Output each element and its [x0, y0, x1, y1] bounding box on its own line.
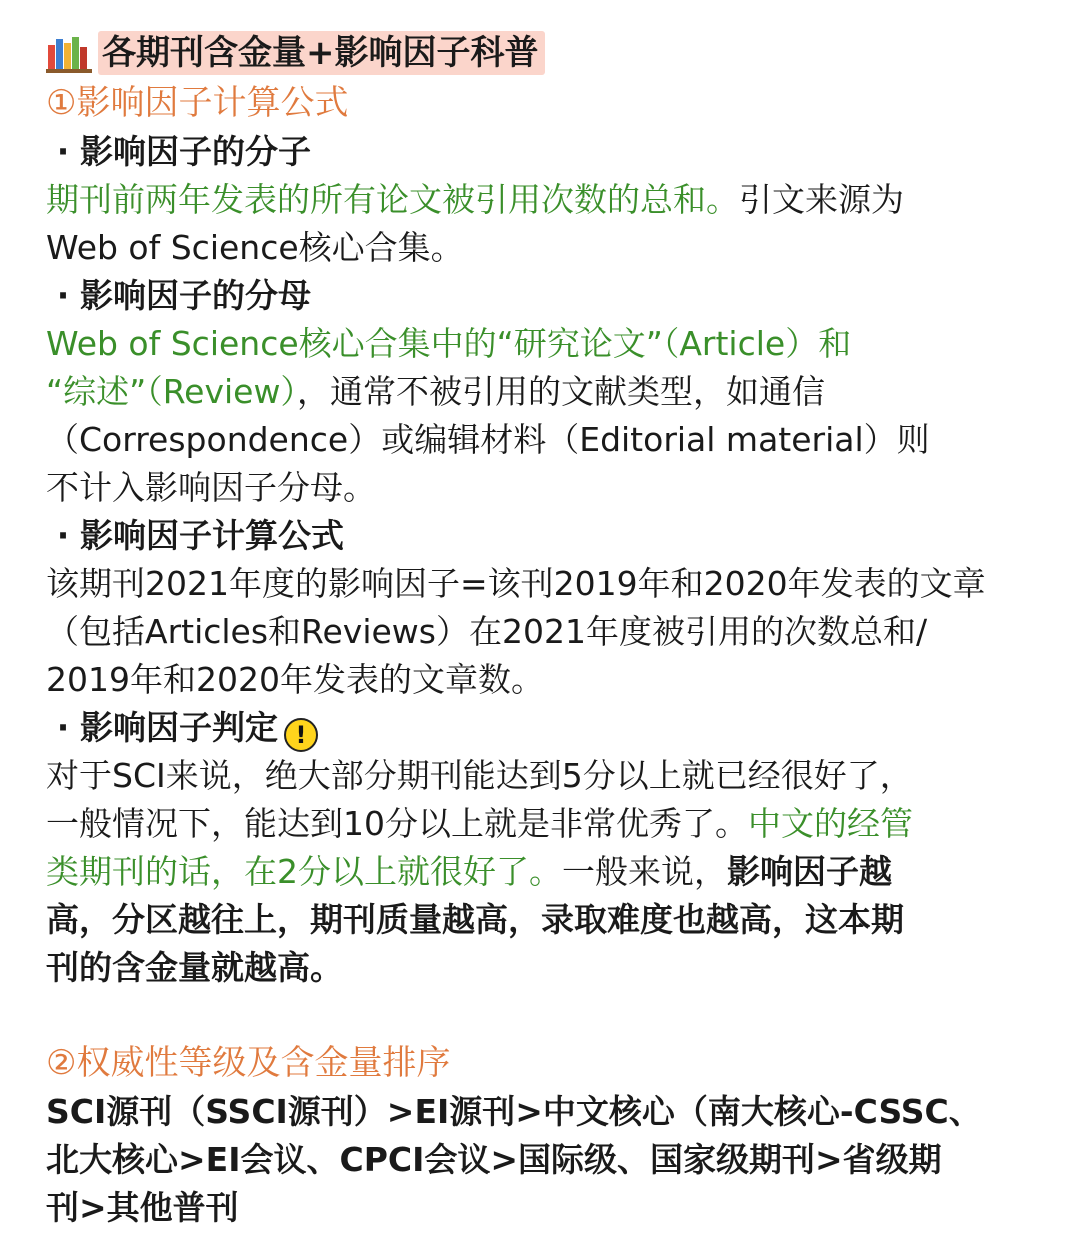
subheading-judgement	[46, 704, 1061, 752]
subheading-text: 影响因子计算公式	[80, 516, 344, 555]
books-icon	[46, 33, 92, 73]
bullet: ·	[56, 708, 70, 747]
denominator-line-4: 不计入影响因子分母。	[46, 468, 376, 507]
subheading-text: 影响因子的分子	[80, 132, 311, 171]
formula-line-1: 该期刊2021年度的影响因子=该刊2019年和2020年发表的文章	[46, 564, 986, 603]
numerator-source-text-2: Web of Science核心合集。	[46, 228, 464, 267]
section-heading-ranking: ②权威性等级及含金量排序	[46, 1043, 451, 1083]
ranking-line-1: SCI源刊（SSCI源刊）>EI源刊>中文核心（南大核心-CSSC、	[46, 1092, 982, 1131]
exclamation-icon: !	[284, 718, 318, 752]
numerator-source-text: 引文来源为	[739, 180, 904, 219]
formula-line-3: 2019年和2020年发表的文章数。	[46, 660, 544, 699]
title-row	[46, 30, 1061, 76]
denominator-text: ，通常不被引用的文献类型，如通信	[296, 372, 825, 411]
subheading-denominator	[46, 272, 1061, 320]
subheading-text: 影响因子判定	[80, 708, 278, 747]
bullet: ·	[56, 132, 70, 171]
judgement-line-5: 刊的含金量就越高。	[46, 948, 343, 987]
judgement-line-1: 对于SCI来说，绝大部分期刊能达到5分以上就已经很好了，	[46, 756, 913, 795]
judgement-text: 一般情况下，能达到10分以上就是非常优秀了。	[46, 804, 748, 843]
denominator-green-line: Web of Science核心合集中的“研究论文”（Article）和	[46, 324, 852, 363]
formula-line-2: （包括Articles和Reviews）在2021年度被引用的次数总和/	[46, 612, 928, 651]
judgement-text-2: 一般来说，	[562, 852, 727, 891]
subheading-formula	[46, 512, 1061, 560]
judgement-line-2	[46, 800, 1061, 848]
document	[46, 30, 1061, 1232]
judgement-line-4: 高，分区越往上，期刊质量越高，录取难度也越高，这本期	[46, 900, 904, 939]
judgement-green-text-2: 类期刊的话，在2分以上就很好了。	[46, 852, 562, 891]
subheading-numerator	[46, 128, 1061, 176]
numerator-green-text: 期刊前两年发表的所有论文被引用次数的总和。	[46, 180, 739, 219]
ranking-line-3: 刊>其他普刊	[46, 1188, 239, 1227]
judgement-bold-text: 影响因子越	[727, 852, 892, 891]
denominator-line-2	[46, 368, 1061, 416]
numerator-source-line	[46, 224, 1061, 272]
judgement-line-3	[46, 848, 1061, 896]
bullet: ·	[56, 276, 70, 315]
denominator-line-3: （Correspondence）或编辑材料（Editorial material）则	[46, 420, 930, 459]
section-heading-formula: ①影响因子计算公式	[46, 83, 349, 123]
spacer	[46, 992, 1061, 1038]
denominator-green-review: “综述”（Review）	[46, 372, 297, 411]
subheading-text: 影响因子的分母	[80, 276, 311, 315]
bullet: ·	[56, 516, 70, 555]
judgement-green-text: 中文的经管	[748, 804, 913, 843]
ranking-line-2: 北大核心>EI会议、CPCI会议>国际级、国家级期刊>省级期	[46, 1140, 942, 1179]
page-title: 各期刊含金量+影响因子科普	[98, 31, 545, 75]
numerator-text	[46, 176, 1061, 224]
